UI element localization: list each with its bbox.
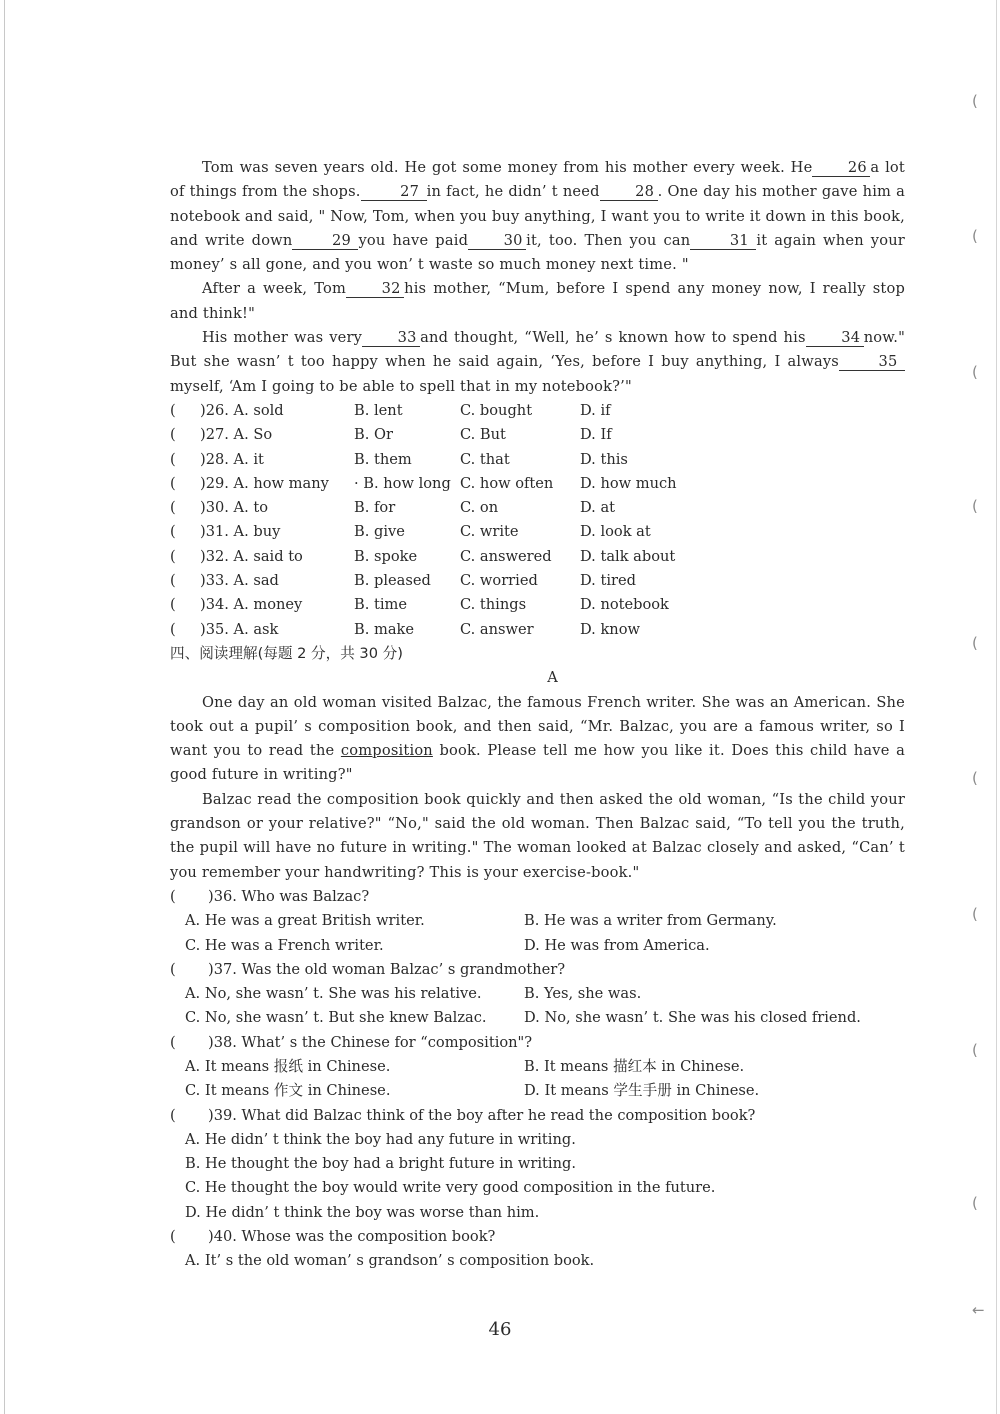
- option-b: B. make: [354, 620, 415, 638]
- question-text: )40. Whose was the composition book?: [208, 1228, 496, 1246]
- option-a: )32. A. said to: [200, 547, 303, 565]
- option-c: C. things: [460, 596, 527, 614]
- blank-35: 35: [839, 353, 905, 371]
- option-c: C. write: [460, 523, 519, 541]
- option-a: )27. A. So: [200, 426, 273, 444]
- scan-left-edge: [4, 0, 5, 1414]
- answer-b: B. He thought the boy had a bright future in writing.: [185, 1155, 576, 1173]
- question-39: [170, 1104, 905, 1225]
- answer-paren[interactable]: (: [170, 499, 176, 517]
- answer-paren[interactable]: (: [170, 547, 176, 565]
- text: . One day his mother gave him a notebook and said, " Now, Tom, when you buy anything, I want you to write it down in this book, and write down: [170, 183, 906, 249]
- reading-paragraph-1: [170, 691, 905, 788]
- option-row-26: [170, 399, 905, 423]
- answer-a: A. It means 报纸 in Chinese.: [185, 1057, 391, 1075]
- answer-d: D. He didn’ t think the boy was worse than him.: [185, 1203, 540, 1221]
- answer-paren[interactable]: (: [170, 1033, 176, 1051]
- text: now." But she wasn’ t too happy when he said again, ‘Yes, before I buy anything, I always: [170, 329, 905, 371]
- option-b: · B. how long: [354, 474, 451, 492]
- blank-27: 27: [361, 183, 427, 201]
- option-c: C. how often: [460, 474, 554, 492]
- option-a: )28. A. it: [200, 450, 264, 468]
- blank-29: 29: [292, 232, 358, 250]
- question-40: [170, 1225, 905, 1274]
- binding-mark: (: [972, 769, 978, 787]
- answer-paren[interactable]: (: [170, 523, 176, 541]
- option-c: C. answer: [460, 620, 534, 638]
- option-a: )35. A. ask: [200, 620, 279, 638]
- question-text: )37. Was the old woman Balzac’ s grandmother?: [208, 960, 566, 978]
- blank-28: 28: [600, 183, 658, 201]
- answer-c: C. He thought the boy would write very good composition in the future.: [185, 1179, 716, 1197]
- binding-mark: ←: [972, 1301, 985, 1319]
- answer-b: B. Yes, she was.: [524, 985, 642, 1003]
- answer-paren[interactable]: (: [170, 426, 176, 444]
- option-a: )30. A. to: [200, 499, 269, 517]
- answer-d: D. It means 学生手册 in Chinese.: [524, 1082, 760, 1100]
- question-text: )38. What’ s the Chinese for “composition"?: [208, 1033, 533, 1051]
- answer-b: B. He was a writer from Germany.: [524, 912, 777, 930]
- answer-a: A. He didn’ t think the boy had any future in writing.: [185, 1130, 576, 1148]
- option-d: D. If: [580, 426, 612, 444]
- section-title: 四、阅读理解(每题 2 分，共 30 分): [170, 644, 403, 662]
- text: it, too. Then you can: [526, 231, 691, 249]
- answer-paren[interactable]: (: [170, 620, 176, 638]
- answer-a: A. No, she wasn’ t. She was his relative.: [185, 985, 482, 1003]
- option-row-27: [170, 423, 905, 447]
- question-text: )39. What did Balzac think of the boy after he read the composition book?: [208, 1106, 756, 1124]
- option-row-34: [170, 593, 905, 617]
- passage-label: A: [547, 669, 558, 687]
- page-number: 46: [488, 1319, 512, 1340]
- answer-b: B. It means 描红本 in Chinese.: [524, 1057, 745, 1075]
- underlined-word: composition: [340, 742, 433, 760]
- option-row-29: [170, 472, 905, 496]
- binding-mark: (: [972, 634, 978, 652]
- option-row-33: [170, 569, 905, 593]
- answer-paren[interactable]: (: [170, 450, 176, 468]
- option-b: B. pleased: [354, 572, 431, 590]
- option-c: C. bought: [460, 401, 533, 419]
- option-c: C. that: [460, 450, 510, 468]
- blank-32: 32: [346, 280, 404, 298]
- text: and thought, “Well, he’ s known how to spend his: [420, 329, 806, 347]
- option-d: D. at: [580, 499, 616, 517]
- option-c: C. worried: [460, 572, 538, 590]
- option-row-28: [170, 448, 905, 472]
- worksheet-content: [170, 156, 905, 1274]
- binding-mark: (: [972, 497, 978, 515]
- option-d: D. how much: [580, 474, 677, 492]
- cloze-paragraph-1: [170, 156, 905, 277]
- answer-paren[interactable]: (: [170, 960, 176, 978]
- answer-a: A. It’ s the old woman’ s grandson’ s composition book.: [185, 1252, 595, 1270]
- option-a: )29. A. how many: [200, 474, 329, 492]
- text: in fact, he didn’ t need: [426, 183, 600, 201]
- binding-mark: (: [972, 363, 978, 381]
- blank-31: 31: [690, 232, 756, 250]
- text: a lot of things from the shops.: [170, 159, 905, 201]
- answer-a: A. He was a great British writer.: [185, 912, 425, 930]
- option-row-30: [170, 496, 905, 520]
- answer-paren[interactable]: (: [170, 1228, 176, 1246]
- cloze-paragraph-2: [170, 277, 905, 326]
- text: book. Please tell me how you like it. Does this child have a good future in writing?": [170, 742, 905, 784]
- option-b: B. lent: [354, 401, 403, 419]
- option-b: B. give: [354, 523, 405, 541]
- option-a: )26. A. sold: [200, 401, 284, 419]
- binding-mark: (: [972, 227, 978, 245]
- reading-paragraph-2: Balzac read the composition book quickly and then asked the old woman, “Is the child your grandson or your relative?" “No," said the old woman. Then Balzac said, “To tell you the truth, the pupil will have no future in writing." The woman looked at Balzac closely and asked, “Can’ t you remember your handwriting? This is your exercise-book.": [170, 790, 905, 881]
- option-b: B. for: [354, 499, 396, 517]
- option-b: B. Or: [354, 426, 393, 444]
- blank-30: 30: [468, 232, 526, 250]
- text: his mother, “Mum, before I spend any money now, I really stop and think!": [170, 280, 906, 322]
- option-d: D. if: [580, 401, 611, 419]
- text: His mother was very: [202, 329, 363, 347]
- binding-mark: (: [972, 905, 978, 923]
- text: you have paid: [358, 231, 469, 249]
- binding-mark: (: [972, 92, 978, 110]
- option-a: )34. A. money: [200, 596, 303, 614]
- option-row-32: [170, 545, 905, 569]
- question-text: )36. Who was Balzac?: [208, 887, 370, 905]
- answer-c: C. He was a French writer.: [185, 936, 384, 954]
- option-d: D. tired: [580, 572, 636, 590]
- answer-paren[interactable]: (: [170, 596, 176, 614]
- option-a: )33. A. sad: [200, 572, 279, 590]
- blank-33: 33: [362, 329, 420, 347]
- answer-paren[interactable]: (: [170, 887, 176, 905]
- option-row-31: [170, 520, 905, 544]
- blank-34: 34: [806, 329, 864, 347]
- option-b: B. them: [354, 450, 412, 468]
- option-d: D. talk about: [580, 547, 676, 565]
- option-d: D. know: [580, 620, 640, 638]
- option-c: C. But: [460, 426, 506, 444]
- cloze-options: [170, 399, 905, 642]
- scan-right-edge: [996, 0, 997, 1414]
- option-c: C. on: [460, 499, 499, 517]
- question-37: [170, 958, 905, 1031]
- answer-paren[interactable]: (: [170, 572, 176, 590]
- answer-d: D. No, she wasn’ t. She was his closed friend.: [524, 1009, 861, 1027]
- option-d: D. this: [580, 450, 628, 468]
- answer-c: C. It means 作文 in Chinese.: [185, 1082, 391, 1100]
- option-b: B. spoke: [354, 547, 418, 565]
- text: One day an old woman visited Balzac, the famous French writer. She was an American. She took out a pupil’ s composition book, and then said, “Mr. Balzac, you are a famous writer, so I want you to read the: [170, 693, 905, 760]
- option-row-35: [170, 618, 905, 642]
- text: Tom was seven years old. He got some money from his mother every week. He: [202, 159, 813, 176]
- option-d: D. notebook: [580, 596, 669, 614]
- option-b: B. time: [354, 596, 408, 614]
- text: After a week, Tom: [202, 280, 347, 298]
- question-36: [170, 885, 905, 958]
- blank-26: 26: [812, 159, 870, 177]
- answer-d: D. He was from America.: [524, 936, 710, 954]
- option-c: C. answered: [460, 547, 552, 565]
- cloze-paragraph-3: [170, 326, 905, 399]
- answer-c: C. No, she wasn’ t. But she knew Balzac.: [185, 1009, 487, 1027]
- option-a: )31. A. buy: [200, 523, 281, 541]
- answer-paren[interactable]: (: [170, 401, 176, 419]
- answer-paren[interactable]: (: [170, 474, 176, 492]
- text: myself, ‘Am I going to be able to spell that in my notebook?’": [170, 377, 632, 395]
- binding-mark: (: [972, 1041, 978, 1059]
- answer-paren[interactable]: (: [170, 1106, 176, 1124]
- text: it again when your money’ s all gone, and you won’ t waste so much money next time. ": [170, 231, 905, 274]
- question-38: [170, 1031, 905, 1104]
- option-d: D. look at: [580, 523, 651, 541]
- binding-mark: (: [972, 1194, 978, 1212]
